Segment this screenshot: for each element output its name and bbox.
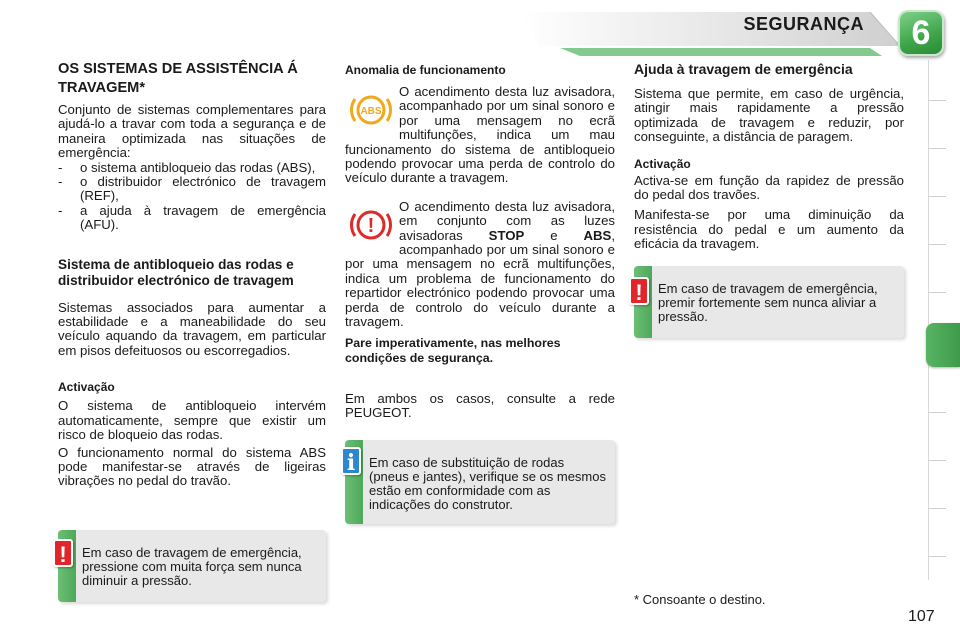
chapter-tab-strip (928, 60, 946, 580)
tab-divider (928, 292, 946, 293)
tab-divider (928, 244, 946, 245)
intro-text: Conjunto de sistemas complementares para ajudá-lo a travar com toda a segurança e de maneira optimizada nas situações de emergência: (58, 102, 326, 161)
warning-note-left (58, 530, 326, 602)
section-title-assistance: OS SISTEMAS DE ASSISTÊNCIA Á TRAVAGEM* (58, 61, 298, 96)
chapter-number-badge: 6 (898, 10, 944, 56)
activation-text-right-2: Manifesta-se por uma diminuição da resistência do pedal e um aumento da eficácia da travagem. (634, 207, 904, 252)
column-left (58, 60, 326, 489)
svg-text:ABS: ABS (360, 106, 382, 117)
activation-text-right-1: Activa-se em função da rapidez de pressão do pedal dos travões. (634, 172, 904, 203)
tab-divider (928, 556, 946, 557)
tab-divider (928, 100, 946, 101)
info-note-middle (345, 440, 615, 524)
svg-text:!: ! (367, 214, 375, 237)
activation-title-right: Activação (634, 156, 691, 171)
tab-divider (928, 508, 946, 509)
tab-divider (928, 412, 946, 413)
section-title-emergency-brake: Ajuda à travagem de emergência (634, 61, 853, 77)
info-icon: i (341, 447, 361, 475)
list-item: - o distribuidor electrónico de travagem (REF), (58, 174, 326, 204)
brake-warning-light-icon (345, 200, 397, 250)
warning-note-text: Em caso de travagem de emergência, pressione com muita força sem nunca diminuir a pressão. (82, 545, 302, 588)
tab-divider (928, 148, 946, 149)
tab-active-chapter[interactable] (926, 323, 960, 367)
warning-icon: ! (629, 277, 649, 305)
tab-divider (928, 460, 946, 461)
footnote: * Consoante o destino. (634, 592, 766, 607)
list-item: - o sistema antibloqueio das rodas (ABS), (58, 159, 316, 175)
list-item: - a ajuda à travagem de emergência (AFU). (58, 202, 326, 233)
warning-icon: ! (53, 539, 73, 567)
column-middle (345, 60, 615, 420)
malfunction-text-2: O acendimento desta luz avisadora, em conjunto com as luzes avisadoras STOP e ABS, acompanhado por um sinal sonoro e por uma mensagem no ecrã multifunções, indica um problema de funcionamento do repartidor electrónico podendo provocar uma perda de controlo do veículo durante a travagem. (345, 198, 615, 330)
info-note-text: Em caso de substituição de rodas (pneus e jantes), verifique se os mesmos estão em conformidade com as indicações do construtor. (369, 455, 606, 512)
emergency-brake-intro: Sistema que permite, em caso de urgência, atingir mais rapidamente a pressão optimizada de travagem e reduzir, por conseguinte, a distância de paragem. (634, 86, 904, 145)
malfunction-title: Anomalia de funcionamento (345, 63, 506, 77)
malfunction-text-1: O acendimento desta luz avisadora, acompanhado por um sinal sonoro e por uma mensagem no ecrã multifunções, indica um mau funcionamento do sistema de antibloqueio podendo provocar uma perda de controlo do veículo durante a travagem. (345, 84, 615, 186)
section-title-abs-ref: Sistema de antibloqueio das rodas e distribuidor electrónico de travagem (58, 256, 294, 288)
abs-warning-light-icon (345, 85, 397, 135)
abs-ref-text: Sistemas associados para aumentar a estabilidade e a maneabilidade do seu veículo aquando da travagem, em particular em pisos defeituosos ou escorregadios. (58, 299, 326, 358)
stop-advice: Pare imperativamente, nas melhores condições de segurança. (345, 335, 561, 365)
page-number: 107 (908, 608, 935, 625)
warning-note-right-text: Em caso de travagem de emergência, premir fortemente sem nunca aliviar a pressão. (658, 281, 878, 324)
warning-note-right (634, 266, 904, 338)
tab-divider (928, 196, 946, 197)
consult-dealer-text: Em ambos os casos, consulte a rede PEUGEOT. (345, 390, 615, 420)
column-right (634, 60, 904, 252)
activation-text-1: O sistema de antibloqueio intervém automaticamente, sempre que existir um risco de bloqueio das rodas. (58, 398, 326, 443)
activation-text-2: O funcionamento normal do sistema ABS pode manifestar-se através de ligeiras vibrações no pedal do travão. (58, 444, 326, 489)
activation-title: Activação (58, 380, 115, 395)
chapter-title: SEGURANÇA (743, 14, 864, 34)
